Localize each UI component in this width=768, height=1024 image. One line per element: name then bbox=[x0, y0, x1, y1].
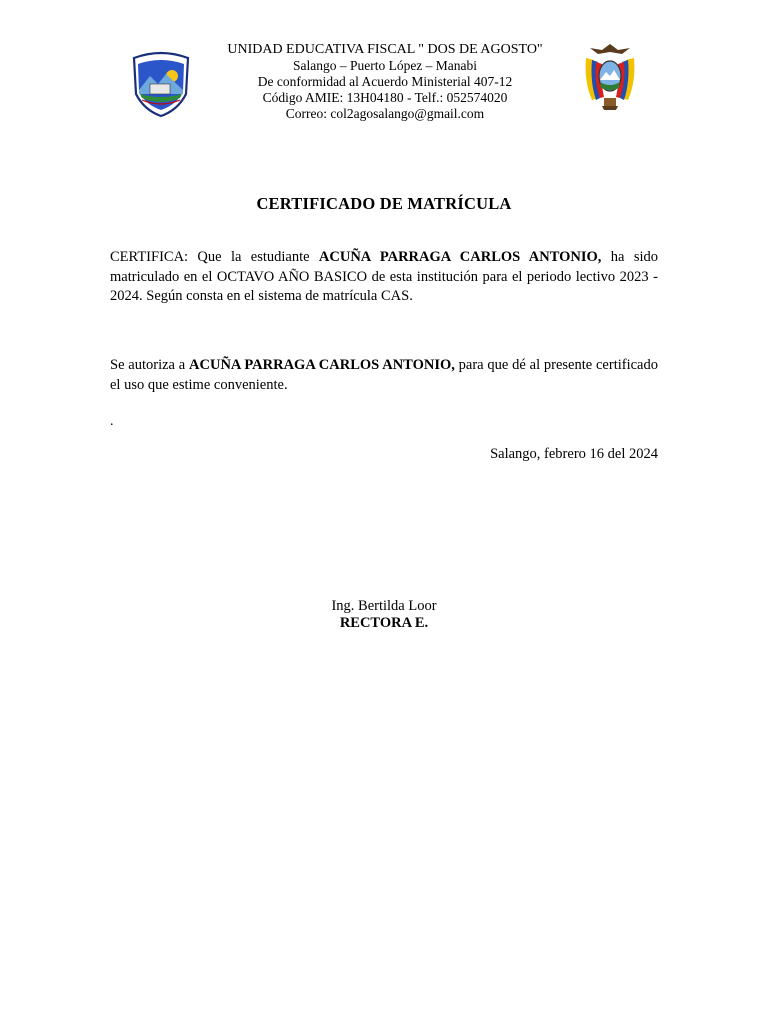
institution-codes: Código AMIE: 13H04180 - Telf.: 052574020 bbox=[262, 90, 508, 105]
institution-email: Correo: col2agosalango@gmail.com bbox=[285, 106, 485, 121]
document-title: CERTIFICADO DE MATRÍCULA bbox=[256, 194, 512, 213]
stray-dot: . bbox=[110, 414, 114, 429]
authorize-rest: para que dé al presente certificado el uso que estime conveniente. bbox=[110, 357, 658, 393]
certify-rest: ha sido matriculado en el OCTAVO AÑO BASICO de esta institución para el periodo lectivo 2023 - 2024. Según consta en el sistema de matrícula CAS. bbox=[110, 249, 658, 304]
authorize-intro: Se autoriza a bbox=[110, 357, 190, 373]
document-date: Salango, febrero 16 del 2024 bbox=[490, 446, 658, 462]
school-logo bbox=[128, 50, 194, 120]
institution-location: Salango – Puerto López – Manabi bbox=[292, 58, 478, 73]
signatory-role: RECTORA E. bbox=[339, 615, 429, 631]
authorized-student-name: ACUÑA PARRAGA CARLOS ANTONIO, bbox=[189, 357, 455, 373]
student-name: ACUÑA PARRAGA CARLOS ANTONIO, bbox=[318, 249, 602, 265]
institution-name: UNIDAD EDUCATIVA FISCAL " DOS DE AGOSTO" bbox=[227, 42, 543, 57]
signature-block bbox=[110, 598, 658, 632]
ministerial-agreement: De conformidad al Acuerdo Ministerial 407-12 bbox=[257, 74, 513, 89]
coat-of-arms-icon bbox=[582, 42, 638, 112]
certify-intro: CERTIFICA: Que la estudiante bbox=[110, 249, 319, 265]
signatory-name: Ing. Bertilda Loor bbox=[331, 598, 437, 614]
certify-paragraph bbox=[110, 248, 658, 307]
authorize-paragraph bbox=[110, 356, 658, 395]
institution-header bbox=[190, 42, 580, 122]
